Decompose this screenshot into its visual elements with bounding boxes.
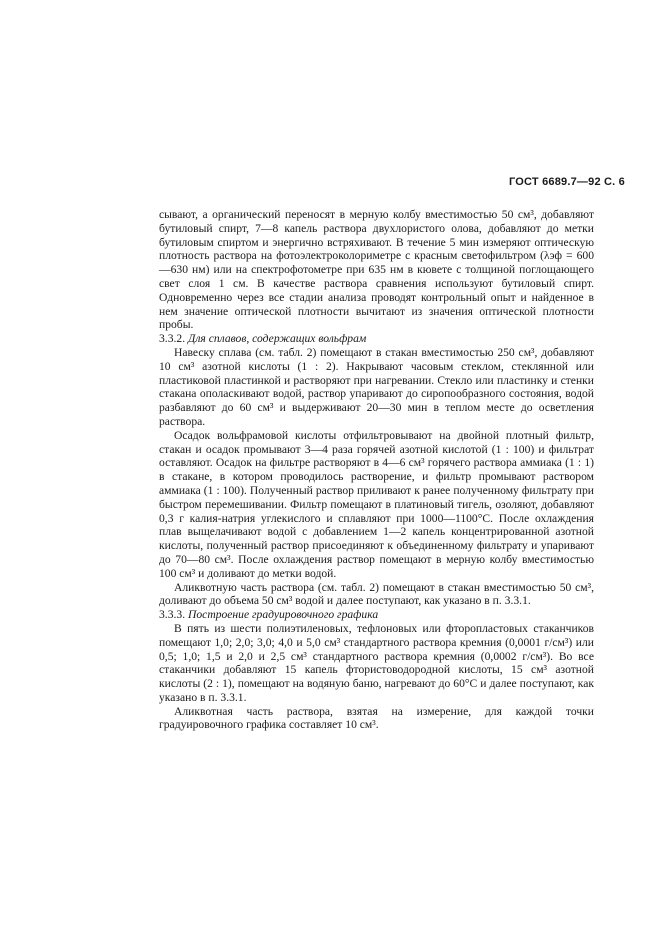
paragraph-continuation: сывают, а органический переносят в мерную колбу вместимостью 50 см³, добавляют бутиловый спирт, 7—8 капель раствора двухлористого олова, добавляют до метки бутиловым спиртом и энергично встряхивают. В течение 5 мин измеряют оптическую плотность раствора на фотоэлектроколориметре с красным светофильтром (λэф = 600—630 нм) или на спектрофотометре при 635 нм в кювете с толщиной поглощающего свет слоя 1 см. В качестве раствора сравнения используют бутиловый спирт. Одновременно через все стадии анализа проводят контрольный опыт и найденное в нем значение оптической плотности вычитают из значения оптической плотности пробы. xyxy=(159,208,594,332)
section-title: Для сплавов, содержащих вольфрам xyxy=(188,332,367,346)
section-number: 3.3.2. xyxy=(159,332,186,346)
paragraph-calibration-procedure: В пять из шести полиэтиленовых, тефлоновых или фторопластовых стаканчиков помещают 1,0; 2,0; 3,0; 4,0 и 5,0 см³ стандартного раствора кремния (0,0001 г/см³) или 0,5; 1,0; 1,5 и 2,0 и 2,5 см³ стандартного раствора кремния (0,0002 г/см³). Во все стаканчики добавляют 15 капель фтористоводородной кислоты, 15 см³ азотной кислоты (2 : 1), помещают на водяную баню, нагревают до 60°С и далее поступают, как указано в п. 3.3.1. xyxy=(159,621,594,704)
paragraph-calibration-aliquot: Аликвотная часть раствора, взятая на измерение, для каждой точки градуировочного графика составляет 10 см³. xyxy=(159,704,594,732)
paragraph-aliquot: Аликвотную часть раствора (см. табл. 2) помещают в стакан вместимостью 50 см³, доливают до объема 50 см³ водой и далее поступают, как указано в п. 3.3.1. xyxy=(159,580,594,608)
section-heading-3-3-3 xyxy=(159,608,594,622)
page-header: ГОСТ 6689.7—92 С. 6 xyxy=(508,176,625,188)
section-title: Построение градуировочного графика xyxy=(188,608,379,622)
document-body xyxy=(159,208,594,732)
section-number: 3.3.3. xyxy=(159,608,186,622)
paragraph-sample-dissolution: Навеску сплава (см. табл. 2) помещают в стакан вместимостью 250 см³, добавляют 10 см³ азотной кислоты (1 : 2). Накрывают часовым стеклом, стеклянной или пластиковой пластинкой и растворяют при нагревании. Стекло или пластинку и стенки стакана ополаскивают водой, раствор упаривают до сиропообразного состояния, водой разбавляют до 60 см³ и выдерживают 20—30 мин в теплом месте до осветления раствора. xyxy=(159,345,594,428)
paragraph-tungstic-acid-precipitate: Осадок вольфрамовой кислоты отфильтровывают на двойной плотный фильтр, стакан и осадок промывают 3—4 раза горячей азотной кислотой (1 : 100) и фильтрат оставляют. Осадок на фильтре растворяют в 4—6 см³ горячего раствора аммиака (1 : 1) в стакане, в котором проводилось растворение, и фильтр промывают раствором аммиака (1 : 100). Полученный раствор приливают к ранее полученному фильтрату при быстром перемешивании. Фильтр помещают в платиновый тигель, озоляют, добавляют 0,3 г калия-натрия углекислого и сплавляют при 1000—1100°С. После охлаждения плав выщелачивают водой с добавлением 1—2 капель концентрированной азотной кислоты, полученный раствор присоединяют к объединенному фильтрату и упаривают до 70—80 см³. После охлаждения раствор помещают в мерную колбу вместимостью 100 см³ и доливают до метки водой. xyxy=(159,428,594,580)
section-heading-3-3-2 xyxy=(159,332,594,346)
